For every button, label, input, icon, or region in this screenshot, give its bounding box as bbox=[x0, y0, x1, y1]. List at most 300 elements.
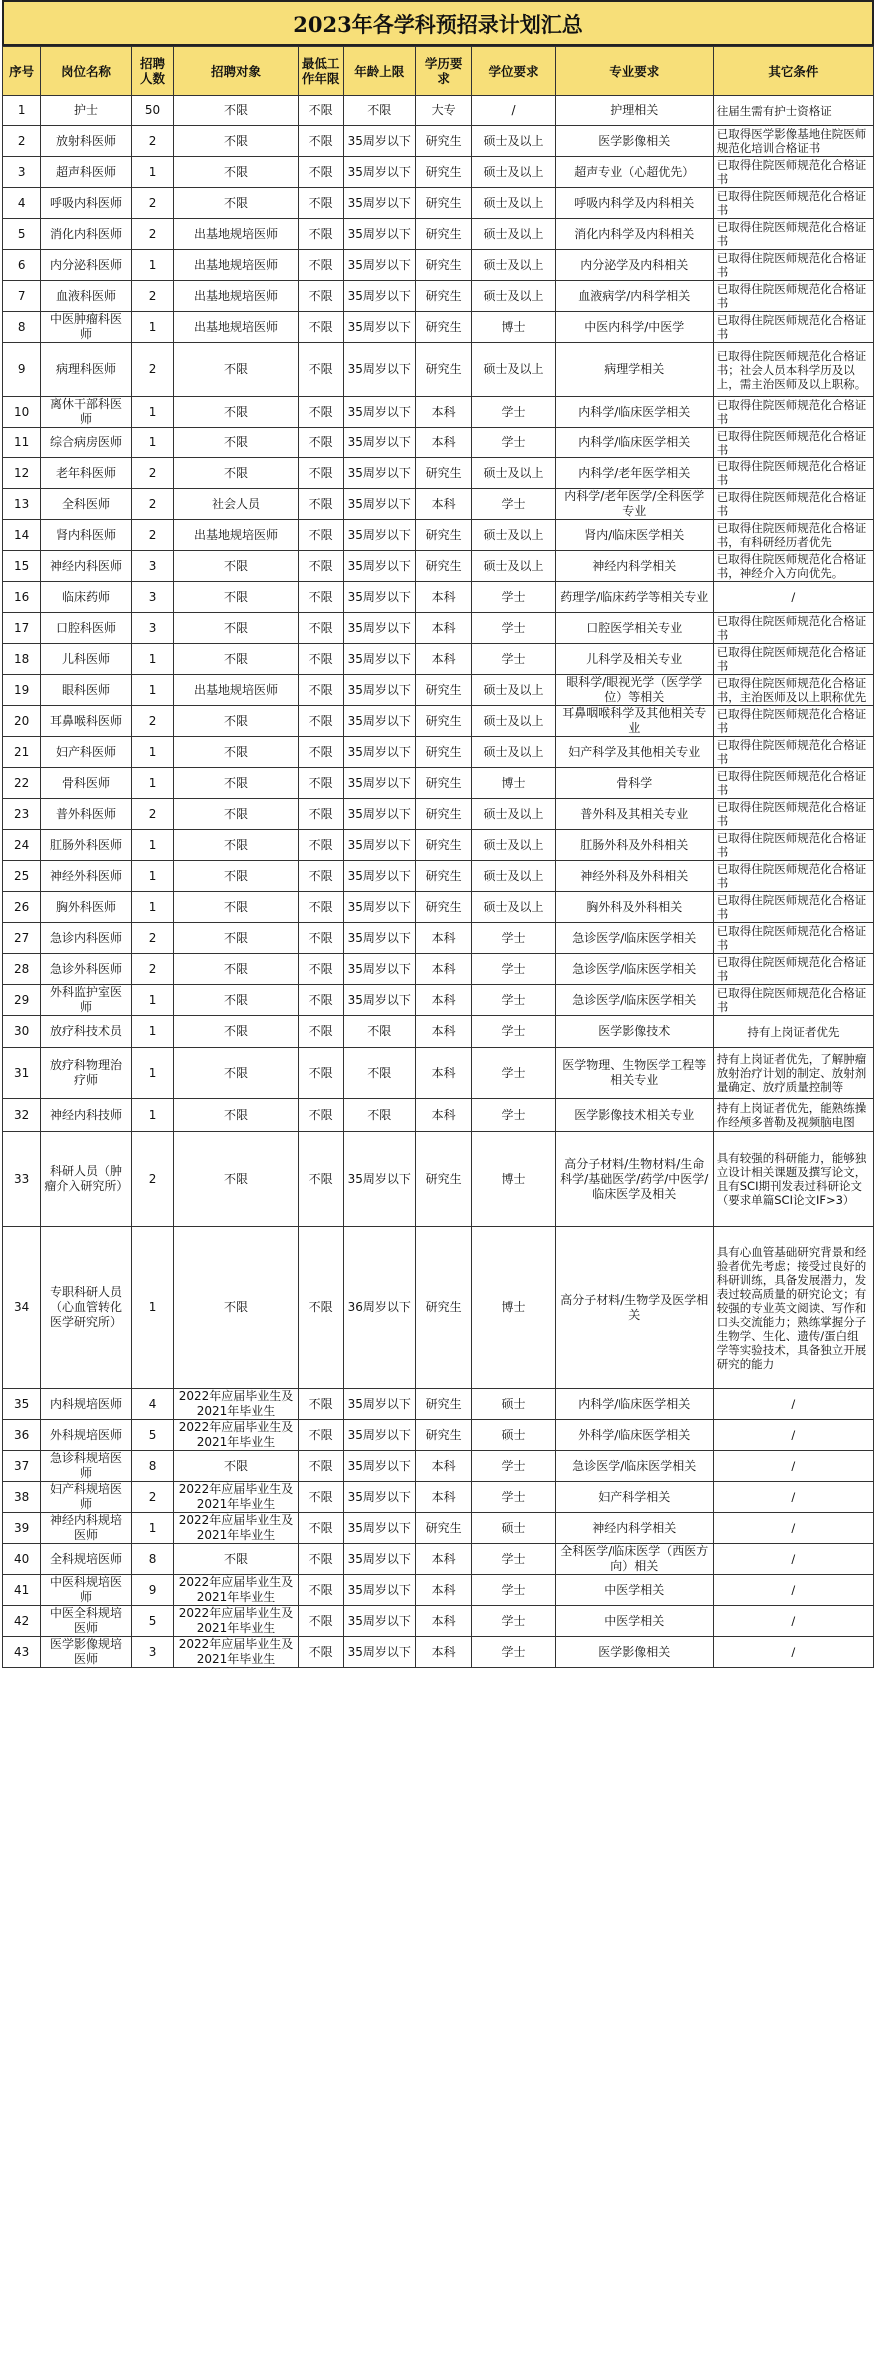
table-row bbox=[3, 923, 874, 954]
table-row bbox=[3, 281, 874, 312]
cell-col-major: 超声专业（心超优先） bbox=[555, 157, 713, 188]
cell-col-education: 研究生 bbox=[415, 458, 471, 489]
cell-col-min-years: 不限 bbox=[298, 737, 343, 768]
cell-col-major: 妇产科学相关 bbox=[555, 1482, 713, 1513]
cell-col-major: 急诊医学/临床医学相关 bbox=[555, 923, 713, 954]
cell-col-education: 本科 bbox=[415, 582, 471, 613]
cell-col-other-conditions: 已取得住院医师规范化合格证书 bbox=[713, 281, 873, 312]
table-row bbox=[3, 954, 874, 985]
cell-col-headcount: 2 bbox=[131, 281, 174, 312]
cell-col-major: 外科学/临床医学相关 bbox=[555, 1420, 713, 1451]
header-col-major: 专业要求 bbox=[555, 47, 713, 96]
cell-col-other-conditions: 已取得住院医师规范化合格证书 bbox=[713, 768, 873, 799]
cell-col-age-limit: 35周岁以下 bbox=[343, 985, 415, 1016]
cell-col-major: 呼吸内科学及内科相关 bbox=[555, 188, 713, 219]
cell-col-position: 妇产科规培医师 bbox=[41, 1482, 131, 1513]
cell-col-min-years: 不限 bbox=[298, 397, 343, 428]
cell-col-position: 神经外科医师 bbox=[41, 861, 131, 892]
table-row bbox=[3, 892, 874, 923]
cell-col-headcount: 3 bbox=[131, 1637, 174, 1668]
cell-col-major: 急诊医学/临床医学相关 bbox=[555, 954, 713, 985]
cell-col-index: 25 bbox=[3, 861, 41, 892]
cell-col-index: 35 bbox=[3, 1389, 41, 1420]
cell-col-headcount: 3 bbox=[131, 613, 174, 644]
table-row bbox=[3, 1544, 874, 1575]
cell-col-target: 2022年应届毕业生及2021年毕业生 bbox=[174, 1606, 298, 1637]
cell-col-age-limit: 不限 bbox=[343, 1016, 415, 1048]
cell-col-headcount: 1 bbox=[131, 861, 174, 892]
cell-col-degree: 硕士及以上 bbox=[472, 706, 555, 737]
cell-col-target: 出基地规培医师 bbox=[174, 219, 298, 250]
cell-col-age-limit: 35周岁以下 bbox=[343, 458, 415, 489]
cell-col-education: 研究生 bbox=[415, 830, 471, 861]
cell-col-degree: 硕士及以上 bbox=[472, 343, 555, 397]
cell-col-major: 肛肠外科及外科相关 bbox=[555, 830, 713, 861]
cell-col-position: 神经内科技师 bbox=[41, 1099, 131, 1132]
cell-col-headcount: 1 bbox=[131, 1513, 174, 1544]
cell-col-index: 19 bbox=[3, 675, 41, 706]
cell-col-index: 43 bbox=[3, 1637, 41, 1668]
cell-col-other-conditions: / bbox=[713, 1513, 873, 1544]
cell-col-index: 4 bbox=[3, 188, 41, 219]
cell-col-degree: / bbox=[472, 96, 555, 126]
cell-col-other-conditions: 已取得住院医师规范化合格证书 bbox=[713, 312, 873, 343]
cell-col-age-limit: 35周岁以下 bbox=[343, 768, 415, 799]
cell-col-min-years: 不限 bbox=[298, 1637, 343, 1668]
cell-col-index: 6 bbox=[3, 250, 41, 281]
cell-col-headcount: 1 bbox=[131, 1016, 174, 1048]
cell-col-degree: 学士 bbox=[472, 1606, 555, 1637]
cell-col-position: 血液科医师 bbox=[41, 281, 131, 312]
table-row bbox=[3, 489, 874, 520]
cell-col-other-conditions: 已取得住院医师规范化合格证书 bbox=[713, 458, 873, 489]
cell-col-headcount: 2 bbox=[131, 489, 174, 520]
cell-col-degree: 学士 bbox=[472, 489, 555, 520]
header-col-headcount: 招聘人数 bbox=[131, 47, 174, 96]
cell-col-degree: 硕士及以上 bbox=[472, 281, 555, 312]
cell-col-target: 不限 bbox=[174, 1099, 298, 1132]
cell-col-other-conditions: 已取得住院医师规范化合格证书 bbox=[713, 157, 873, 188]
table-row bbox=[3, 737, 874, 768]
cell-col-headcount: 5 bbox=[131, 1606, 174, 1637]
cell-col-headcount: 5 bbox=[131, 1420, 174, 1451]
cell-col-major: 内科学/老年医学相关 bbox=[555, 458, 713, 489]
cell-col-education: 本科 bbox=[415, 489, 471, 520]
cell-col-degree: 学士 bbox=[472, 1637, 555, 1668]
cell-col-index: 28 bbox=[3, 954, 41, 985]
cell-col-position: 急诊外科医师 bbox=[41, 954, 131, 985]
cell-col-position: 肾内科医师 bbox=[41, 520, 131, 551]
cell-col-education: 研究生 bbox=[415, 188, 471, 219]
cell-col-other-conditions: 已取得住院医师规范化合格证书 bbox=[713, 830, 873, 861]
cell-col-other-conditions: 已取得住院医师规范化合格证书 bbox=[713, 706, 873, 737]
cell-col-headcount: 2 bbox=[131, 458, 174, 489]
table-row bbox=[3, 768, 874, 799]
cell-col-major: 中医学相关 bbox=[555, 1575, 713, 1606]
cell-col-position: 耳鼻喉科医师 bbox=[41, 706, 131, 737]
cell-col-headcount: 1 bbox=[131, 644, 174, 675]
cell-col-index: 33 bbox=[3, 1132, 41, 1227]
cell-col-degree: 学士 bbox=[472, 613, 555, 644]
cell-col-major: 医学影像技术相关专业 bbox=[555, 1099, 713, 1132]
cell-col-position: 临床药师 bbox=[41, 582, 131, 613]
cell-col-target: 2022年应届毕业生及2021年毕业生 bbox=[174, 1513, 298, 1544]
cell-col-index: 31 bbox=[3, 1048, 41, 1099]
cell-col-position: 医学影像规培医师 bbox=[41, 1637, 131, 1668]
table-row bbox=[3, 799, 874, 830]
cell-col-other-conditions: 已取得住院医师规范化合格证书 bbox=[713, 613, 873, 644]
cell-col-headcount: 2 bbox=[131, 520, 174, 551]
table-row bbox=[3, 1513, 874, 1544]
cell-col-position: 儿科医师 bbox=[41, 644, 131, 675]
cell-col-degree: 学士 bbox=[472, 1544, 555, 1575]
cell-col-major: 全科医学/临床医学（西医方向）相关 bbox=[555, 1544, 713, 1575]
cell-col-position: 外科规培医师 bbox=[41, 1420, 131, 1451]
cell-col-education: 本科 bbox=[415, 985, 471, 1016]
cell-col-education: 本科 bbox=[415, 923, 471, 954]
cell-col-education: 本科 bbox=[415, 1048, 471, 1099]
cell-col-other-conditions: / bbox=[713, 1420, 873, 1451]
cell-col-min-years: 不限 bbox=[298, 675, 343, 706]
cell-col-position: 中医肿瘤科医师 bbox=[41, 312, 131, 343]
header-col-index: 序号 bbox=[3, 47, 41, 96]
cell-col-age-limit: 35周岁以下 bbox=[343, 489, 415, 520]
table-row bbox=[3, 312, 874, 343]
cell-col-education: 研究生 bbox=[415, 768, 471, 799]
cell-col-education: 本科 bbox=[415, 613, 471, 644]
cell-col-degree: 硕士及以上 bbox=[472, 126, 555, 157]
cell-col-target: 2022年应届毕业生及2021年毕业生 bbox=[174, 1420, 298, 1451]
cell-col-min-years: 不限 bbox=[298, 1389, 343, 1420]
cell-col-age-limit: 35周岁以下 bbox=[343, 188, 415, 219]
cell-col-position: 护士 bbox=[41, 96, 131, 126]
cell-col-min-years: 不限 bbox=[298, 1575, 343, 1606]
cell-col-target: 不限 bbox=[174, 458, 298, 489]
cell-col-index: 5 bbox=[3, 219, 41, 250]
cell-col-major: 眼科学/眼视光学（医学学位）等相关 bbox=[555, 675, 713, 706]
cell-col-min-years: 不限 bbox=[298, 613, 343, 644]
cell-col-education: 研究生 bbox=[415, 737, 471, 768]
cell-col-min-years: 不限 bbox=[298, 644, 343, 675]
cell-col-education: 研究生 bbox=[415, 892, 471, 923]
cell-col-index: 17 bbox=[3, 613, 41, 644]
table-header-row bbox=[3, 47, 874, 96]
table-row bbox=[3, 188, 874, 219]
cell-col-position: 中医科规培医师 bbox=[41, 1575, 131, 1606]
cell-col-major: 护理相关 bbox=[555, 96, 713, 126]
cell-col-position: 神经内科医师 bbox=[41, 551, 131, 582]
cell-col-headcount: 2 bbox=[131, 954, 174, 985]
cell-col-target: 不限 bbox=[174, 768, 298, 799]
cell-col-major: 儿科学及相关专业 bbox=[555, 644, 713, 675]
cell-col-degree: 硕士及以上 bbox=[472, 737, 555, 768]
cell-col-education: 本科 bbox=[415, 1451, 471, 1482]
cell-col-index: 8 bbox=[3, 312, 41, 343]
cell-col-target: 不限 bbox=[174, 985, 298, 1016]
cell-col-age-limit: 35周岁以下 bbox=[343, 799, 415, 830]
table-row bbox=[3, 1132, 874, 1227]
cell-col-degree: 硕士及以上 bbox=[472, 520, 555, 551]
table-row bbox=[3, 397, 874, 428]
cell-col-index: 13 bbox=[3, 489, 41, 520]
cell-col-major: 医学影像技术 bbox=[555, 1016, 713, 1048]
cell-col-index: 18 bbox=[3, 644, 41, 675]
cell-col-min-years: 不限 bbox=[298, 799, 343, 830]
cell-col-education: 大专 bbox=[415, 96, 471, 126]
cell-col-index: 11 bbox=[3, 428, 41, 458]
cell-col-other-conditions: 已取得住院医师规范化合格证书 bbox=[713, 892, 873, 923]
cell-col-min-years: 不限 bbox=[298, 1544, 343, 1575]
cell-col-min-years: 不限 bbox=[298, 1227, 343, 1389]
cell-col-headcount: 2 bbox=[131, 126, 174, 157]
cell-col-headcount: 1 bbox=[131, 892, 174, 923]
table-row bbox=[3, 1099, 874, 1132]
cell-col-age-limit: 35周岁以下 bbox=[343, 281, 415, 312]
table-row bbox=[3, 1048, 874, 1099]
cell-col-min-years: 不限 bbox=[298, 1420, 343, 1451]
cell-col-age-limit: 35周岁以下 bbox=[343, 1482, 415, 1513]
cell-col-index: 10 bbox=[3, 397, 41, 428]
cell-col-major: 神经内科学相关 bbox=[555, 551, 713, 582]
cell-col-other-conditions: 已取得住院医师规范化合格证书 bbox=[713, 188, 873, 219]
cell-col-degree: 学士 bbox=[472, 582, 555, 613]
cell-col-other-conditions: 具有心血管基础研究背景和经验者优先考虑；接受过良好的科研训练，具备发展潜力，发表过较高质量的研究论文；有较强的专业英文阅读、写作和口头交流能力；熟练掌握分子生物学、生化、遗传/蛋白组学等实验技术，具备独立开展研究的能力 bbox=[713, 1227, 873, 1389]
cell-col-position: 病理科医师 bbox=[41, 343, 131, 397]
cell-col-headcount: 2 bbox=[131, 219, 174, 250]
cell-col-age-limit: 35周岁以下 bbox=[343, 644, 415, 675]
cell-col-education: 研究生 bbox=[415, 520, 471, 551]
cell-col-headcount: 1 bbox=[131, 768, 174, 799]
table-row bbox=[3, 1420, 874, 1451]
cell-col-headcount: 2 bbox=[131, 706, 174, 737]
cell-col-min-years: 不限 bbox=[298, 458, 343, 489]
cell-col-position: 眼科医师 bbox=[41, 675, 131, 706]
cell-col-degree: 硕士 bbox=[472, 1389, 555, 1420]
cell-col-major: 病理学相关 bbox=[555, 343, 713, 397]
cell-col-index: 24 bbox=[3, 830, 41, 861]
table-row bbox=[3, 582, 874, 613]
cell-col-other-conditions: / bbox=[713, 1482, 873, 1513]
cell-col-degree: 博士 bbox=[472, 312, 555, 343]
cell-col-index: 22 bbox=[3, 768, 41, 799]
table-row bbox=[3, 1016, 874, 1048]
cell-col-other-conditions: 已取得住院医师规范化合格证书 bbox=[713, 923, 873, 954]
cell-col-target: 不限 bbox=[174, 830, 298, 861]
cell-col-position: 老年科医师 bbox=[41, 458, 131, 489]
cell-col-min-years: 不限 bbox=[298, 1016, 343, 1048]
cell-col-headcount: 9 bbox=[131, 1575, 174, 1606]
table-row bbox=[3, 861, 874, 892]
cell-col-education: 研究生 bbox=[415, 343, 471, 397]
cell-col-major: 急诊医学/临床医学相关 bbox=[555, 1451, 713, 1482]
cell-col-headcount: 1 bbox=[131, 830, 174, 861]
cell-col-education: 研究生 bbox=[415, 250, 471, 281]
cell-col-age-limit: 35周岁以下 bbox=[343, 1606, 415, 1637]
cell-col-age-limit: 35周岁以下 bbox=[343, 1451, 415, 1482]
page-title: 2023年各学科预招录计划汇总 bbox=[2, 0, 874, 46]
table-row bbox=[3, 96, 874, 126]
cell-col-target: 出基地规培医师 bbox=[174, 250, 298, 281]
table-row bbox=[3, 706, 874, 737]
cell-col-min-years: 不限 bbox=[298, 985, 343, 1016]
cell-col-min-years: 不限 bbox=[298, 157, 343, 188]
cell-col-age-limit: 不限 bbox=[343, 1048, 415, 1099]
cell-col-index: 27 bbox=[3, 923, 41, 954]
cell-col-age-limit: 35周岁以下 bbox=[343, 1637, 415, 1668]
cell-col-target: 不限 bbox=[174, 706, 298, 737]
cell-col-age-limit: 36周岁以下 bbox=[343, 1227, 415, 1389]
cell-col-age-limit: 35周岁以下 bbox=[343, 250, 415, 281]
cell-col-min-years: 不限 bbox=[298, 343, 343, 397]
cell-col-education: 本科 bbox=[415, 1606, 471, 1637]
cell-col-major: 医学影像相关 bbox=[555, 126, 713, 157]
cell-col-min-years: 不限 bbox=[298, 188, 343, 219]
cell-col-target: 出基地规培医师 bbox=[174, 312, 298, 343]
cell-col-age-limit: 35周岁以下 bbox=[343, 397, 415, 428]
cell-col-target: 2022年应届毕业生及2021年毕业生 bbox=[174, 1637, 298, 1668]
cell-col-min-years: 不限 bbox=[298, 489, 343, 520]
cell-col-age-limit: 35周岁以下 bbox=[343, 1575, 415, 1606]
cell-col-other-conditions: 持有上岗证者优先，能熟练操作经颅多普勒及视频脑电图 bbox=[713, 1099, 873, 1132]
cell-col-target: 不限 bbox=[174, 1132, 298, 1227]
cell-col-position: 内分泌科医师 bbox=[41, 250, 131, 281]
cell-col-position: 普外科医师 bbox=[41, 799, 131, 830]
cell-col-min-years: 不限 bbox=[298, 281, 343, 312]
cell-col-index: 23 bbox=[3, 799, 41, 830]
cell-col-headcount: 1 bbox=[131, 675, 174, 706]
cell-col-other-conditions: / bbox=[713, 582, 873, 613]
cell-col-degree: 硕士及以上 bbox=[472, 799, 555, 830]
table-row bbox=[3, 219, 874, 250]
cell-col-target: 不限 bbox=[174, 96, 298, 126]
table-row bbox=[3, 1227, 874, 1389]
table-row bbox=[3, 985, 874, 1016]
cell-col-education: 研究生 bbox=[415, 157, 471, 188]
cell-col-education: 本科 bbox=[415, 1482, 471, 1513]
cell-col-headcount: 1 bbox=[131, 250, 174, 281]
cell-col-min-years: 不限 bbox=[298, 520, 343, 551]
cell-col-index: 34 bbox=[3, 1227, 41, 1389]
cell-col-headcount: 1 bbox=[131, 1227, 174, 1389]
cell-col-position: 离休干部科医师 bbox=[41, 397, 131, 428]
table-row bbox=[3, 1575, 874, 1606]
cell-col-major: 神经外科及外科相关 bbox=[555, 861, 713, 892]
cell-col-degree: 学士 bbox=[472, 1099, 555, 1132]
cell-col-position: 内科规培医师 bbox=[41, 1389, 131, 1420]
cell-col-age-limit: 35周岁以下 bbox=[343, 1513, 415, 1544]
cell-col-index: 42 bbox=[3, 1606, 41, 1637]
cell-col-degree: 硕士及以上 bbox=[472, 458, 555, 489]
cell-col-position: 中医全科规培医师 bbox=[41, 1606, 131, 1637]
cell-col-age-limit: 35周岁以下 bbox=[343, 954, 415, 985]
cell-col-major: 胸外科及外科相关 bbox=[555, 892, 713, 923]
cell-col-index: 12 bbox=[3, 458, 41, 489]
cell-col-position: 呼吸内科医师 bbox=[41, 188, 131, 219]
cell-col-min-years: 不限 bbox=[298, 1451, 343, 1482]
cell-col-index: 3 bbox=[3, 157, 41, 188]
cell-col-education: 研究生 bbox=[415, 126, 471, 157]
table-row bbox=[3, 551, 874, 582]
cell-col-min-years: 不限 bbox=[298, 250, 343, 281]
cell-col-min-years: 不限 bbox=[298, 1606, 343, 1637]
cell-col-age-limit: 不限 bbox=[343, 1099, 415, 1132]
cell-col-min-years: 不限 bbox=[298, 126, 343, 157]
cell-col-position: 急诊科规培医师 bbox=[41, 1451, 131, 1482]
cell-col-target: 2022年应届毕业生及2021年毕业生 bbox=[174, 1482, 298, 1513]
cell-col-position: 肛肠外科医师 bbox=[41, 830, 131, 861]
cell-col-position: 口腔科医师 bbox=[41, 613, 131, 644]
cell-col-position: 科研人员（肿瘤介入研究所） bbox=[41, 1132, 131, 1227]
cell-col-target: 不限 bbox=[174, 428, 298, 458]
cell-col-other-conditions: 已取得住院医师规范化合格证书 bbox=[713, 737, 873, 768]
cell-col-degree: 学士 bbox=[472, 397, 555, 428]
cell-col-index: 37 bbox=[3, 1451, 41, 1482]
cell-col-index: 9 bbox=[3, 343, 41, 397]
cell-col-headcount: 1 bbox=[131, 985, 174, 1016]
cell-col-headcount: 1 bbox=[131, 1048, 174, 1099]
cell-col-major: 高分子材料/生物材料/生命科学/基础医学/药学/中医学/临床医学及相关 bbox=[555, 1132, 713, 1227]
cell-col-education: 本科 bbox=[415, 1575, 471, 1606]
cell-col-target: 不限 bbox=[174, 954, 298, 985]
cell-col-other-conditions: / bbox=[713, 1389, 873, 1420]
header-col-education: 学历要求 bbox=[415, 47, 471, 96]
cell-col-headcount: 1 bbox=[131, 397, 174, 428]
cell-col-other-conditions: 具有较强的科研能力，能够独立设计相关课题及撰写论文，且有SCI期刊发表过科研论文（要求单篇SCI论文IF>3） bbox=[713, 1132, 873, 1227]
cell-col-position: 全科规培医师 bbox=[41, 1544, 131, 1575]
cell-col-major: 内科学/临床医学相关 bbox=[555, 428, 713, 458]
cell-col-index: 21 bbox=[3, 737, 41, 768]
cell-col-other-conditions: 已取得医学影像基地住院医师规范化培训合格证书 bbox=[713, 126, 873, 157]
cell-col-age-limit: 35周岁以下 bbox=[343, 157, 415, 188]
cell-col-education: 本科 bbox=[415, 428, 471, 458]
header-col-degree: 学位要求 bbox=[472, 47, 555, 96]
cell-col-min-years: 不限 bbox=[298, 706, 343, 737]
cell-col-min-years: 不限 bbox=[298, 1482, 343, 1513]
cell-col-degree: 学士 bbox=[472, 1482, 555, 1513]
cell-col-age-limit: 35周岁以下 bbox=[343, 675, 415, 706]
cell-col-index: 41 bbox=[3, 1575, 41, 1606]
cell-col-target: 不限 bbox=[174, 1544, 298, 1575]
cell-col-index: 38 bbox=[3, 1482, 41, 1513]
cell-col-headcount: 1 bbox=[131, 312, 174, 343]
cell-col-major: 内科学/临床医学相关 bbox=[555, 1389, 713, 1420]
cell-col-education: 研究生 bbox=[415, 861, 471, 892]
cell-col-age-limit: 35周岁以下 bbox=[343, 861, 415, 892]
cell-col-index: 7 bbox=[3, 281, 41, 312]
cell-col-min-years: 不限 bbox=[298, 1099, 343, 1132]
cell-col-position: 外科监护室医师 bbox=[41, 985, 131, 1016]
cell-col-min-years: 不限 bbox=[298, 892, 343, 923]
cell-col-other-conditions: 已取得住院医师规范化合格证书；社会人员本科学历及以上，需主治医师及以上职称。 bbox=[713, 343, 873, 397]
cell-col-min-years: 不限 bbox=[298, 954, 343, 985]
cell-col-degree: 学士 bbox=[472, 1048, 555, 1099]
cell-col-other-conditions: 持有上岗证者优先 bbox=[713, 1016, 873, 1048]
cell-col-target: 不限 bbox=[174, 551, 298, 582]
cell-col-major: 普外科及其相关专业 bbox=[555, 799, 713, 830]
cell-col-education: 研究生 bbox=[415, 219, 471, 250]
cell-col-target: 不限 bbox=[174, 582, 298, 613]
cell-col-min-years: 不限 bbox=[298, 923, 343, 954]
cell-col-major: 妇产科学及其他相关专业 bbox=[555, 737, 713, 768]
cell-col-other-conditions: / bbox=[713, 1544, 873, 1575]
cell-col-target: 不限 bbox=[174, 1016, 298, 1048]
table-row bbox=[3, 157, 874, 188]
cell-col-headcount: 1 bbox=[131, 1099, 174, 1132]
cell-col-degree: 博士 bbox=[472, 768, 555, 799]
cell-col-education: 本科 bbox=[415, 644, 471, 675]
cell-col-age-limit: 35周岁以下 bbox=[343, 892, 415, 923]
table-row bbox=[3, 343, 874, 397]
